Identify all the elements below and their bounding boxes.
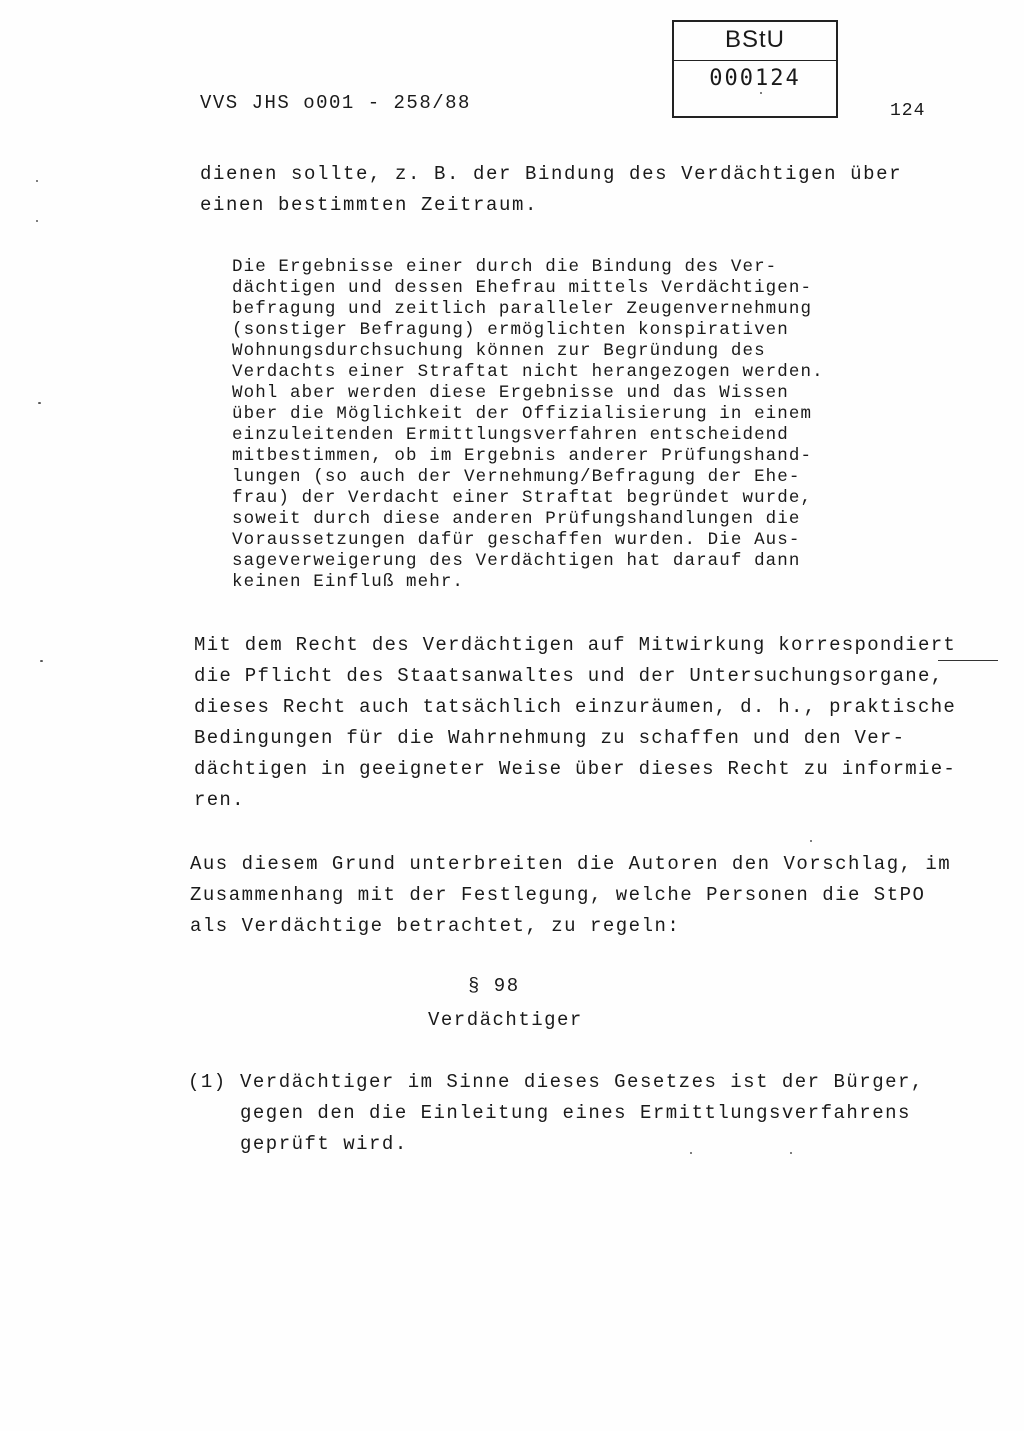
quote-line: Voraussetzungen dafür geschaffen wurden. Die Aus- bbox=[232, 530, 801, 550]
scan-speck bbox=[810, 840, 812, 842]
text-line: als Verdächtige betrachtet, zu regeln: bbox=[190, 915, 681, 937]
text-line: dächtigen in geeigneter Weise über dieses Recht zu informie- bbox=[194, 758, 957, 780]
scan-speck bbox=[790, 1152, 792, 1154]
clause-line: geprüft wird. bbox=[240, 1133, 408, 1155]
stamp-divider bbox=[674, 60, 836, 61]
scan-speck bbox=[36, 180, 38, 182]
text-line: Mit dem Recht des Verdächtigen auf Mitwirkung korrespondiert bbox=[194, 634, 957, 656]
text-line: dieses Recht auch tatsächlich einzuräumen, d. h., praktische bbox=[194, 696, 957, 718]
scan-speck bbox=[690, 1152, 692, 1154]
quote-line: befragung und zeitlich paralleler Zeugenvernehmung bbox=[232, 299, 813, 319]
quote-line: mitbestimmen, ob im Ergebnis anderer Prüfungshand- bbox=[232, 446, 813, 466]
quote-line: Wohnungsdurchsuchung können zur Begründung des bbox=[232, 341, 766, 361]
text-line: Aus diesem Grund unterbreiten die Autoren den Vorschlag, im bbox=[190, 853, 952, 875]
quote-line: keinen Einfluß mehr. bbox=[232, 572, 465, 592]
quote-line: einzuleitenden Ermittlungsverfahren entscheidend bbox=[232, 425, 789, 445]
quote-line: (sonstiger Befragung) ermöglichten konspirativen bbox=[232, 320, 789, 340]
section-number: § 98 bbox=[468, 975, 520, 997]
quote-line: soweit durch diese anderen Prüfungshandlungen die bbox=[232, 509, 801, 529]
clause-line: gegen den die Einleitung eines Ermittlungsverfahrens bbox=[240, 1102, 911, 1124]
quote-line: über die Möglichkeit der Offizialisierung in einem bbox=[232, 404, 813, 424]
clause-number: (1) bbox=[188, 1071, 227, 1093]
scan-speck bbox=[36, 220, 38, 222]
quote-line: sageverweigerung des Verdächtigen hat darauf dann bbox=[232, 551, 801, 571]
margin-underline bbox=[938, 660, 998, 661]
scan-speck bbox=[38, 402, 41, 404]
quote-line: Die Ergebnisse einer durch die Bindung des Ver- bbox=[232, 257, 778, 277]
text-line: einen bestimmten Zeitraum. bbox=[200, 194, 539, 216]
quote-line: frau) der Verdacht einer Straftat begründet wurde, bbox=[232, 488, 813, 508]
archive-stamp bbox=[672, 20, 838, 118]
document-reference: VVS JHS o001 - 258/88 bbox=[200, 92, 471, 114]
quote-line: Verdachts einer Straftat nicht herangezogen werden. bbox=[232, 362, 824, 382]
stamp-agency: BStU bbox=[724, 26, 785, 53]
quote-line: Wohl aber werden diese Ergebnisse und das Wissen bbox=[232, 383, 789, 403]
quote-line: dächtigen und dessen Ehefrau mittels Verdächtigen- bbox=[232, 278, 813, 298]
text-line: Bedingungen für die Wahrnehmung zu schaffen und den Ver- bbox=[194, 727, 906, 749]
stamp-number: 000124 bbox=[709, 66, 801, 91]
scan-speck bbox=[40, 660, 43, 662]
text-line: dienen sollte, z. B. der Bindung des Verdächtigen über bbox=[200, 163, 903, 185]
text-line: die Pflicht des Staatsanwaltes und der Untersuchungsorgane, bbox=[194, 665, 944, 687]
page-number: 124 bbox=[890, 101, 926, 121]
section-title: Verdächtiger bbox=[428, 1009, 583, 1031]
text-line: ren. bbox=[194, 789, 245, 811]
quote-line: lungen (so auch der Vernehmung/Befragung der Ehe- bbox=[232, 467, 801, 487]
text-line: Zusammenhang mit der Festlegung, welche Personen die StPO bbox=[190, 884, 926, 906]
scan-speck bbox=[760, 92, 762, 94]
clause-line: Verdächtiger im Sinne dieses Gesetzes ist der Bürger, bbox=[240, 1071, 924, 1093]
